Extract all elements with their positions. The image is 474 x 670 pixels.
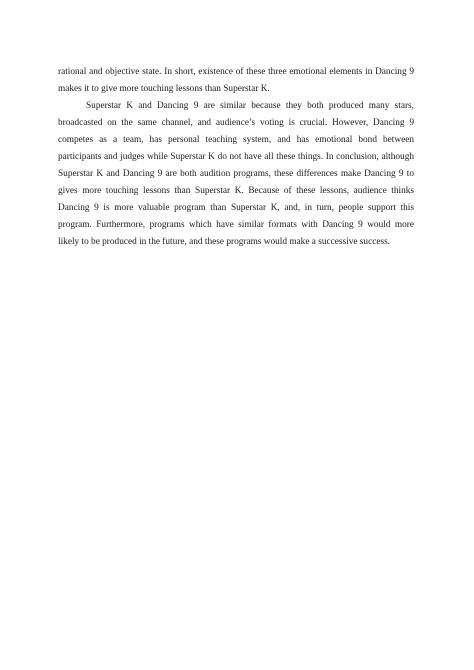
body-text [58, 64, 414, 251]
paragraph-continuation: rational and objective state. In short, existence of these three emotional elements in Dancing 9 makes it to give more touching lessons than Superstar K. [58, 67, 414, 94]
paragraph-comparison-conclusion: Superstar K and Dancing 9 are similar because they both produced many stars, broadcasted on the same channel, and audience’s voting is crucial. However, Dancing 9 competes as a team, has personal teaching system, and has emotional bond between participants and judges while Superstar K do not have all these things. In conclusion, although Superstar K and Dancing 9 are both audition programs, these differences make Dancing 9 to gives more touching lessons than Superstar K. Because of these lessons, audience thinks Dancing 9 is more valuable program than Superstar K, and, in turn, people support this program. Furthermore, programs which have similar formats with Dancing 9 would more likely to be produced in the future, and these programs would make a successive success. [58, 101, 414, 247]
